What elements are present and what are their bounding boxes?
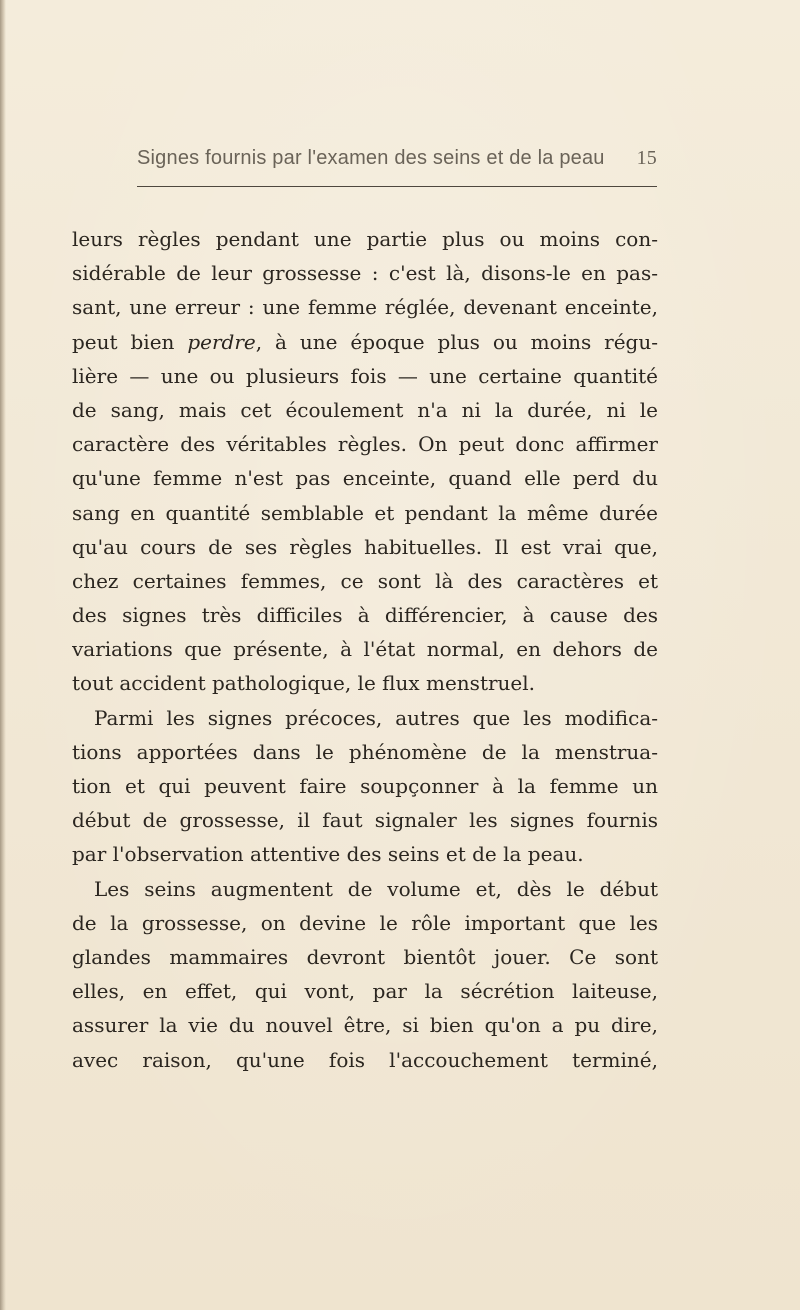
text-line: glandes mammaires devront bientôt jouer. Ce sont (72, 944, 658, 969)
text-line: elles, en effet, qui vont, par la sécrétion laiteuse, (72, 979, 658, 1004)
body-text (72, 222, 658, 1077)
text-line: caractère des véritables règles. On peut donc affirmer (72, 432, 658, 457)
text-line: tion et qui peuvent faire soupçonner à la femme un (72, 774, 658, 798)
text-line: de la grossesse, on devine le rôle important que les (72, 910, 658, 935)
text-line: sang en quantité semblable et pendant la même durée (72, 500, 658, 525)
text-line: qu'une femme n'est pas enceinte, quand elle perd du (72, 466, 658, 491)
page-number: 15 (636, 147, 657, 169)
text-line: Les seins augmentent de volume et, dès le début (94, 876, 658, 901)
text-line: par l'observation attentive des seins et de la peau. (72, 842, 584, 867)
text-line: lière — une ou plusieurs fois — une certaine quantité (72, 363, 658, 388)
text-line: assurer la vie du nouvel être, si bien qu'on a pu dire, (72, 1013, 658, 1038)
header-rule (137, 186, 657, 187)
text-line: début de grossesse, il faut signaler les signes fournis (72, 808, 658, 833)
text-line: chez certaines femmes, ce sont là des caractères et (72, 568, 658, 593)
running-title: Signes fournis par l'examen des seins et de la peau (137, 147, 605, 169)
text-line: tout accident pathologique, le flux menstruel. (72, 671, 536, 696)
text-line: sidérable de leur grossesse : c'est là, disons-le en pas- (72, 261, 658, 286)
text-line (72, 325, 658, 359)
text-line: sant, une erreur : une femme réglée, devenant enceinte, (72, 295, 658, 320)
text-line: qu'au cours de ses règles habituelles. Il est vrai que, (72, 534, 658, 559)
italic-word: perdre (187, 329, 256, 354)
text-line: avec raison, qu'une fois l'accouchement terminé, (72, 1047, 658, 1072)
running-header (137, 147, 657, 177)
text-line: Parmi les signes précoces, autres que les modifica- (94, 705, 658, 730)
text-segment: peut bien (72, 329, 188, 354)
text-line: leurs règles pendant une partie plus ou moins con- (72, 227, 658, 251)
text-line: de sang, mais cet écoulement n'a ni la durée, ni le (72, 397, 658, 422)
page-binding-edge (0, 0, 6, 1310)
text-line: des signes très difficiles à différencier, à cause des (72, 603, 658, 628)
text-line: variations que présente, à l'état normal, en dehors de (72, 637, 658, 662)
text-segment: , à une époque plus ou moins régu- (255, 329, 658, 354)
text-line: tions apportées dans le phénomène de la menstrua- (72, 739, 658, 764)
